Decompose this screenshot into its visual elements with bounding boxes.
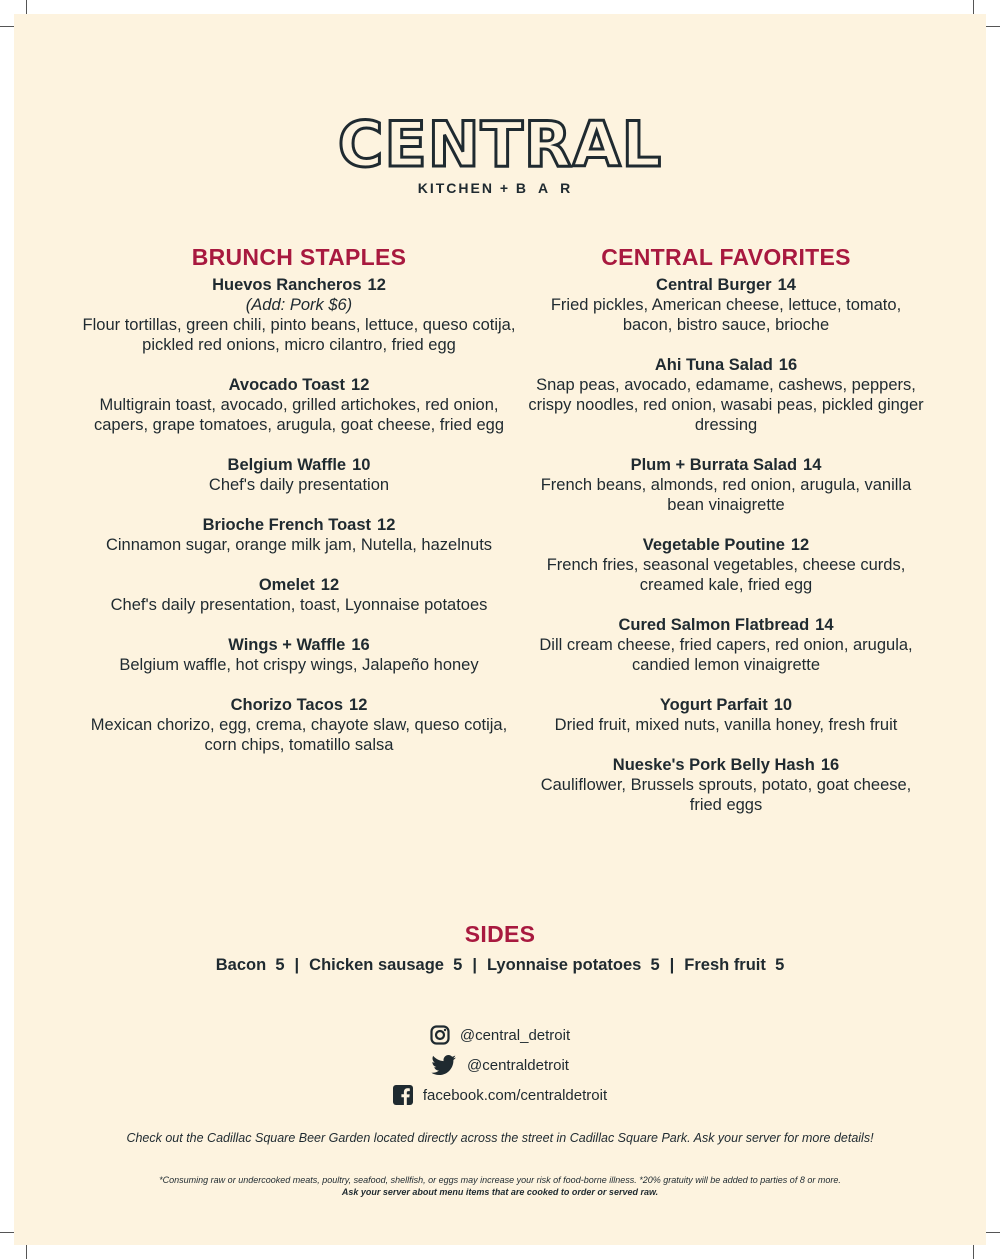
- sides-list: [14, 956, 986, 975]
- section-title: BRUNCH STAPLES: [191, 244, 407, 270]
- side-item-name: Bacon: [215, 956, 267, 974]
- twitter-handle[interactable]: @centraldetroit: [467, 1056, 569, 1074]
- item-name: Central Burger: [656, 276, 772, 294]
- menu-item: [74, 635, 524, 675]
- item-price: 16: [778, 356, 798, 374]
- item-name: Huevos Rancheros: [212, 276, 362, 294]
- item-description: Snap peas, avocado, edamame, cashews, peppers, crispy noodles, red onion, wasabi peas, pickled ginger dressing: [528, 376, 924, 434]
- item-description: Chef's daily presentation, toast, Lyonnaise potatoes: [110, 596, 488, 614]
- menu-item: [74, 575, 524, 615]
- instagram-icon: [430, 1025, 450, 1045]
- menu-item: [74, 375, 524, 435]
- item-name: Brioche French Toast: [202, 516, 372, 534]
- logo-wordmark: CENTRAL: [337, 108, 663, 181]
- menu-item: [74, 515, 524, 555]
- social-twitter[interactable]: [14, 1050, 986, 1080]
- item-name: Avocado Toast: [228, 376, 346, 394]
- item-price: 14: [815, 616, 834, 634]
- sides-section: [14, 921, 986, 975]
- twitter-icon: [431, 1055, 457, 1075]
- brunch-list: [74, 275, 524, 755]
- menu-item-name: [526, 455, 926, 475]
- separator: |: [669, 956, 675, 974]
- item-description: French beans, almonds, red onion, arugula, vanilla bean vinaigrette: [540, 476, 912, 514]
- menu-item: [526, 455, 926, 515]
- social-links: [14, 1020, 986, 1110]
- section-title: SIDES: [464, 921, 536, 947]
- item-name: Yogurt Parfait: [659, 696, 768, 714]
- side-item-price: 5: [650, 956, 660, 974]
- menu-item: [74, 695, 524, 755]
- item-description: Fried pickles, American cheese, lettuce, tomato, bacon, bistro sauce, brioche: [550, 296, 902, 334]
- social-facebook[interactable]: [14, 1080, 986, 1110]
- separator: |: [472, 956, 477, 974]
- item-name: Omelet: [258, 576, 315, 594]
- item-price: 14: [777, 276, 796, 294]
- facebook-icon: [393, 1085, 413, 1105]
- item-description: French fries, seasonal vegetables, cheese curds, creamed kale, fried egg: [546, 556, 906, 594]
- menu-item-name: [526, 615, 926, 635]
- menu-item-name: [74, 275, 524, 295]
- item-name: Vegetable Poutine: [642, 536, 785, 554]
- item-description: Mexican chorizo, egg, crema, chayote slaw, queso cotija, corn chips, tomatillo salsa: [90, 716, 508, 754]
- item-price: 12: [367, 276, 386, 294]
- menu-item-name: [526, 275, 926, 295]
- central-favorites-section: [526, 244, 926, 835]
- item-description: Dried fruit, mixed nuts, vanilla honey, fresh fruit: [554, 716, 898, 734]
- side-item-name: Chicken sausage: [309, 956, 444, 974]
- logo-subtitle: KITCHEN + BAR: [417, 180, 583, 196]
- item-price: 10: [352, 456, 371, 474]
- item-note: (Add: Pork $6): [245, 296, 353, 314]
- menu-item: [526, 535, 926, 595]
- menu-page: [14, 14, 986, 1245]
- menu-item-name: [74, 375, 524, 395]
- instagram-handle[interactable]: @central_detroit: [459, 1026, 571, 1044]
- item-description: Cinnamon sugar, orange milk jam, Nutella, hazelnuts: [105, 536, 493, 554]
- menu-item: [526, 615, 926, 675]
- item-price: 12: [351, 376, 370, 394]
- menu-item: [74, 455, 524, 495]
- menu-item: [526, 275, 926, 335]
- menu-item-name: [74, 515, 524, 535]
- menu-item-name: [526, 535, 926, 555]
- item-description: Dill cream cheese, fried capers, red onion, arugula, candied lemon vinaigrette: [539, 636, 913, 674]
- menu-item: [526, 755, 926, 815]
- fine-print-line: *Consuming raw or undercooked meats, poultry, seafood, shellfish, or eggs may increase your risk of food-borne illness. *20% gratuity will be added to parties of 8 or more.: [159, 1175, 841, 1185]
- menu-item: [526, 355, 926, 435]
- item-price: 12: [377, 516, 396, 534]
- side-item-price: 5: [453, 956, 463, 974]
- menu-item-name: [74, 575, 524, 595]
- item-price: 16: [820, 756, 840, 774]
- item-name: Wings + Waffle: [228, 636, 346, 654]
- side-item-name: Lyonnaise potatoes: [486, 956, 642, 974]
- social-instagram[interactable]: [14, 1020, 986, 1050]
- item-name: Belgium Waffle: [227, 456, 347, 474]
- menu-item: [74, 275, 524, 355]
- fine-print-line: Ask your server about menu items that are cooked to order or served raw.: [341, 1187, 659, 1197]
- item-description: Belgium waffle, hot crispy wings, Jalapeño honey: [119, 656, 479, 674]
- side-item-price: 5: [275, 956, 285, 974]
- section-title: CENTRAL FAVORITES: [601, 244, 851, 270]
- menu-item-name: [74, 695, 524, 715]
- item-price: 12: [320, 576, 340, 594]
- item-price: 16: [351, 636, 370, 654]
- side-item-name: Fresh fruit: [684, 956, 766, 974]
- item-description: Cauliflower, Brussels sprouts, potato, goat cheese, fried eggs: [540, 776, 912, 814]
- brunch-staples-section: [74, 244, 524, 775]
- fine-print: [44, 1174, 956, 1198]
- item-name: Chorizo Tacos: [230, 696, 344, 714]
- item-description: Flour tortillas, green chili, pinto beans, lettuce, queso cotija, pickled red onions, micro cilantro, fried egg: [82, 316, 516, 354]
- side-item-price: 5: [775, 956, 785, 974]
- menu-item-name: [526, 695, 926, 715]
- menu-item-name: [74, 455, 524, 475]
- item-price: 12: [349, 696, 368, 714]
- item-description: Chef's daily presentation: [208, 476, 390, 494]
- menu-item-name: [74, 635, 524, 655]
- item-name: Ahi Tuna Salad: [654, 356, 773, 374]
- menu-item: [526, 695, 926, 735]
- menu-item-name: [526, 355, 926, 375]
- item-name: Nueske's Pork Belly Hash: [612, 756, 815, 774]
- item-name: Plum + Burrata Salad: [630, 456, 798, 474]
- item-price: 14: [803, 456, 822, 474]
- logo: [14, 110, 986, 196]
- item-description: Multigrain toast, avocado, grilled artichokes, red onion, capers, grape tomatoes, arugula, goat cheese, fried egg: [93, 396, 504, 434]
- item-price: 12: [790, 536, 810, 554]
- item-name: Cured Salmon Flatbread: [618, 616, 810, 634]
- separator: |: [294, 956, 300, 974]
- item-price: 10: [773, 696, 793, 714]
- beer-garden-note: Check out the Cadillac Square Beer Garden located directly across the street in Cadillac Square Park. Ask your server for more details!: [126, 1131, 874, 1145]
- facebook-url[interactable]: facebook.com/centraldetroit: [422, 1086, 608, 1104]
- menu-item-name: [526, 755, 926, 775]
- favorites-list: [526, 275, 926, 815]
